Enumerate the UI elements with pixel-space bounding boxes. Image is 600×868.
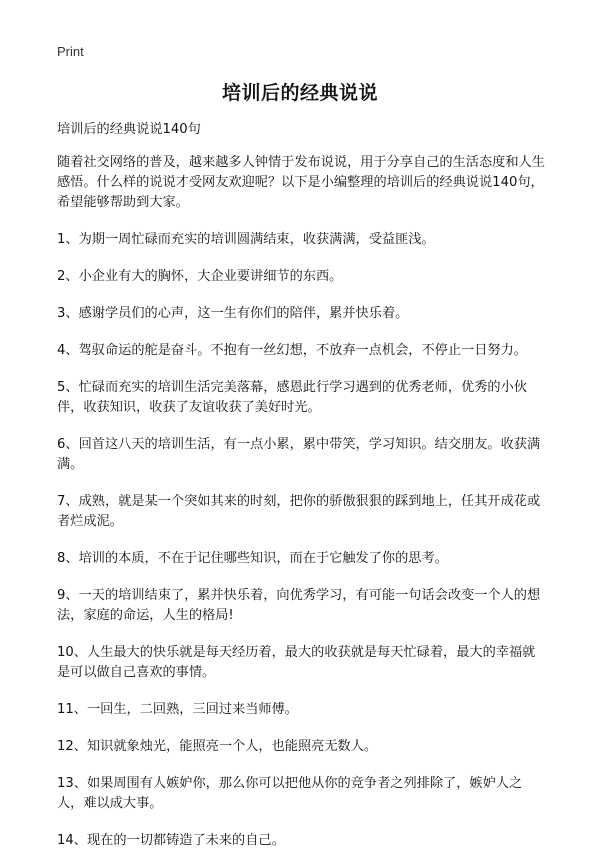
list-item: 8、培训的本质，不在于记住哪些知识，而在于它触发了你的思考。 [57, 551, 448, 566]
list-item: 3、感谢学员们的心声，这一生有你们的陪伴，累并快乐着。 [57, 306, 409, 321]
article-subtitle: 培训后的经典说说140句 [57, 122, 201, 137]
list-item: 10、人生最大的快乐就是每天经历着，最大的收获就是每天忙碌着，最大的幸福就是可以做自己喜欢的事情。 [57, 645, 536, 680]
list-item: 14、现在的一切都铸造了未来的自己。 [57, 833, 285, 848]
list-item: 4、驾驭命运的舵是奋斗。不抱有一丝幻想，不放弃一点机会，不停止一日努力。 [57, 343, 527, 358]
list-item: 6、回首这八天的培训生活，有一点小累，累中带笑，学习知识。结交朋友。收获满满。 [57, 437, 541, 472]
intro-paragraph: 随着社交网络的普及，越来越多人钟情于发布说说，用于分享自己的生活态度和人生感悟。什么样的说说才受网友欢迎呢？以下是小编整理的培训后的经典说说140句，希望能够帮助到大家。 [57, 155, 545, 210]
list-item: 12、知识就象烛光，能照亮一个人，也能照亮无数人。 [57, 739, 378, 754]
print-link[interactable]: Print [57, 44, 84, 59]
list-item: 11、一回生，二回熟，三回过来当师傅。 [57, 702, 298, 717]
list-item: 5、忙碌而充实的培训生活完美落幕，感恩此行学习遇到的优秀老师，优秀的小伙伴，收获知识，收获了友谊收获了美好时光。 [57, 380, 527, 415]
list-item: 7、成熟，就是某一个突如其来的时刻，把你的骄傲狠狠的踩到地上，任其开成花或者烂成泥。 [57, 494, 541, 529]
list-item: 9、一天的培训结束了，累并快乐着，向优秀学习，有可能一句话会改变一个人的想法，家庭的命运，人生的格局! [57, 588, 541, 623]
list-item: 2、小企业有大的胸怀，大企业要讲细节的东西。 [57, 269, 343, 284]
list-item: 1、为期一周忙碌而充实的培训圆满结束，收获满满，受益匪浅。 [57, 232, 435, 247]
page-title: 培训后的经典说说 [221, 82, 378, 104]
list-item: 13、如果周围有人嫉妒你，那么你可以把他从你的竞争者之列排除了，嫉妒人之人，难以成大事。 [57, 776, 523, 811]
article-body [57, 120, 547, 868]
